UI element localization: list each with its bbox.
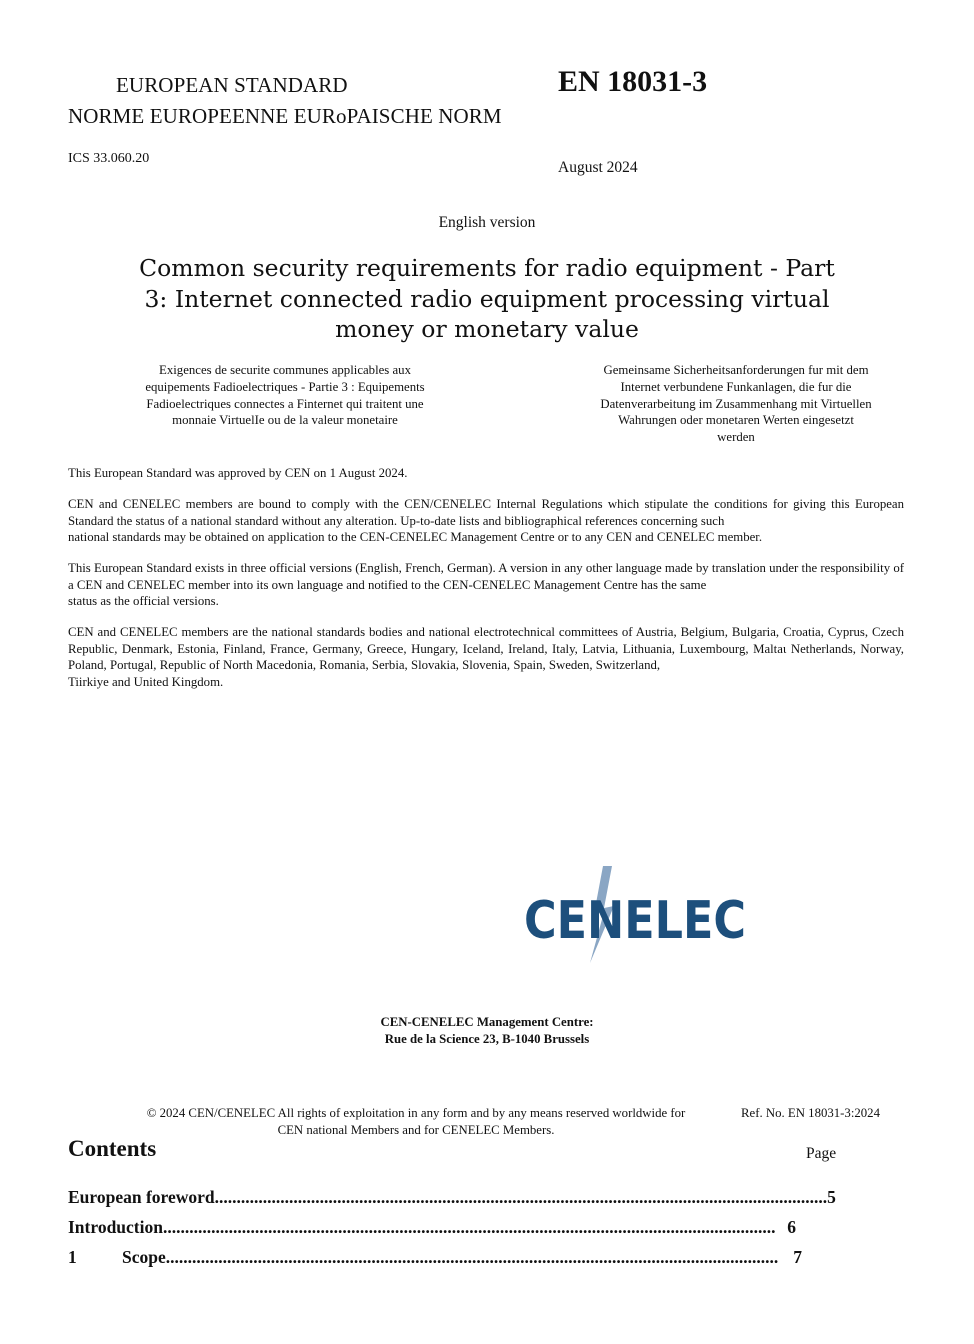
title-line: 3: Internet connected radio equipment processing virtual xyxy=(144,284,830,313)
management-centre xyxy=(0,1014,974,1047)
page-column-label: Page xyxy=(806,1145,837,1162)
standard-number: EN 18031-3 xyxy=(558,65,708,98)
title-line: Common security requirements for radio equipment - Part xyxy=(139,254,835,282)
toc-entry-page[interactable]: 7 xyxy=(793,1247,802,1267)
standard-type-fr-de: NORME EUROPEENNE EURoPAISCHE NORM xyxy=(68,104,502,128)
toc-entry-number: 1 xyxy=(68,1247,77,1267)
publication-date: August 2024 xyxy=(558,159,638,176)
german-title xyxy=(560,362,912,446)
paragraph-last-line: status as the official versions. xyxy=(68,594,219,609)
contents-heading: Contents xyxy=(68,1136,157,1161)
paragraph-text: CEN and CENELEC members are bound to comply with the CEN/CENELEC Internal Regulations which stipulate the conditions for giving this European Standard the status of a national standard without any alteration. Up-to-date lists and bibliographical references concerning such xyxy=(68,497,904,528)
french-title-line: equipements Fadioelectriques - Partie 3 : Equipements xyxy=(145,379,425,394)
toc-entry-page[interactable]: 6 xyxy=(787,1217,796,1237)
french-title-line: Exigences de securite communes applicables aux xyxy=(159,363,411,377)
french-title xyxy=(105,362,465,429)
approval-statement: This European Standard was approved by CEN on 1 August 2024. xyxy=(68,466,408,480)
copyright-notice xyxy=(110,1105,722,1138)
german-title-line: Internet verbundene Funkanlagen, die fur die xyxy=(620,379,852,394)
paragraph-last-line: national standards may be obtained on application to the CEN-CENELEC Management Centre or to any CEN and CENELEC member. xyxy=(68,530,763,545)
copyright-line: CEN national Members and for CENELEC Members. xyxy=(277,1122,555,1137)
version-label: English version xyxy=(438,214,536,231)
reference-number: Ref. No. EN 18031-3:2024 xyxy=(741,1106,880,1120)
paragraph-text: This European Standard exists in three official versions (English, French, German). A version in any other language made by translation under the responsibility of a CEN and CENELEC member into its own language and notified to the CEN-CENELEC Management Centre has the same xyxy=(68,561,904,592)
toc-leader-dots: ............................................................................................................................................ xyxy=(214,1187,828,1207)
page-title xyxy=(100,253,874,345)
toc-entry-title[interactable]: Introduction xyxy=(68,1217,163,1237)
logo-wordmark: CENELEC xyxy=(524,891,746,951)
german-title-line: Datenverarbeitung im Zusammenhang mit Virtuellen xyxy=(600,396,872,411)
paragraph-last-line: Tiirkiye and United Kingdom. xyxy=(68,674,224,689)
toc-leader-dots: ............................................................................................................................................ xyxy=(162,1217,776,1237)
german-title-line: Wahrungen oder monetaren Werten eingesetzt xyxy=(618,413,854,428)
management-centre-name: CEN-CENELEC Management Centre: xyxy=(380,1015,594,1029)
german-title-line: werden xyxy=(717,430,755,445)
ics-code: ICS 33.060.20 xyxy=(68,151,150,166)
toc-entry-title[interactable]: Scope xyxy=(122,1247,166,1267)
french-title-line: monnaie VirtuelIe ou de la valeur monetaire xyxy=(172,413,398,428)
membership-paragraph xyxy=(68,496,904,546)
title-line: money or monetary value xyxy=(335,315,639,343)
toc-entry-page[interactable]: 5 xyxy=(827,1187,836,1207)
toc-entry[interactable] xyxy=(68,1247,802,1268)
copyright-line: © 2024 CEN/CENELEC All rights of exploitation in any form and by any means reserved worldwide for xyxy=(146,1106,686,1120)
versions-paragraph xyxy=(68,560,904,610)
management-centre-address: Rue de la Science 23, B-1040 Brussels xyxy=(384,1031,590,1046)
toc-entry[interactable] xyxy=(68,1217,796,1238)
toc-leader-dots: ............................................................................................................................................ xyxy=(165,1247,779,1267)
toc-entry-title[interactable]: European foreword xyxy=(68,1187,215,1207)
standard-type-en: EUROPEAN STANDARD xyxy=(116,73,348,97)
german-title-line: Gemeinsame Sicherheitsanforderungen fur mit dem xyxy=(603,363,869,377)
french-title-line: Fadioelectriques connectes a Finternet qui traitent une xyxy=(146,396,424,411)
members-paragraph xyxy=(68,624,904,690)
cenelec-logo-graphic xyxy=(520,862,750,967)
paragraph-text: CEN and CENELEC members are the national standards bodies and national electrotechnical committees of Austria, Belgium, Bulgaria, Croatia, Cyprus, Czech Republic, Denmark, Estonia, Finland, France, Germany, Greece, Hungary, Iceland, Ireland, Italy, Latvia, Lithuania, Luxembourg, Maltaι Netherlands, Norway, Poland, Portugal, Republic of North Macedonia, Romania, Serbia, Slovakia, Slovenia, Spain, Sweden, Switzerland, xyxy=(68,625,904,673)
toc-entry[interactable] xyxy=(68,1187,836,1208)
cenelec-logo xyxy=(520,862,750,967)
